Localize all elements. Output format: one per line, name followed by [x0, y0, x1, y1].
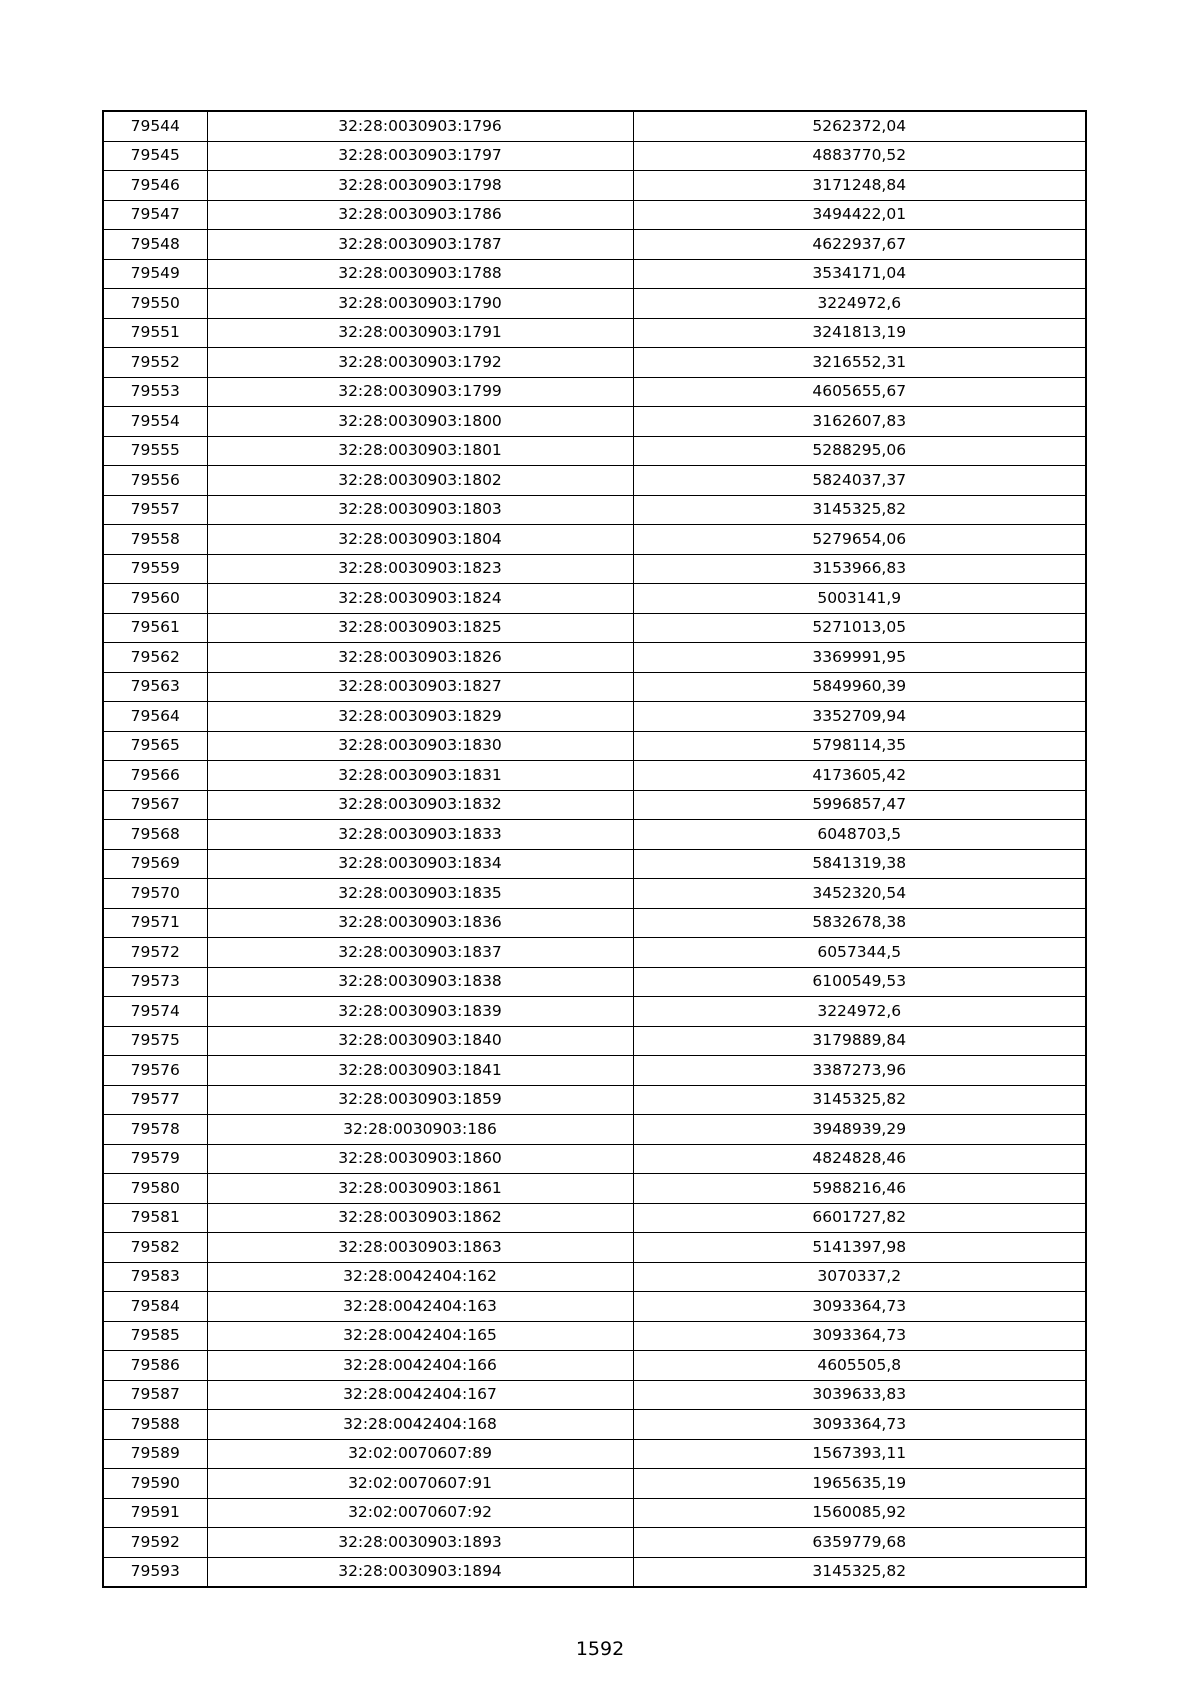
table-row	[103, 1292, 1086, 1322]
cadastral-number-cell: 32:28:0042404:168	[207, 1410, 633, 1440]
cadastral-value-cell: 3070337,2	[633, 1262, 1086, 1292]
cadastral-number-cell: 32:28:0030903:1791	[207, 318, 633, 348]
cadastral-number-cell: 32:28:0030903:1860	[207, 1144, 633, 1174]
cadastral-number-cell: 32:28:0030903:1836	[207, 908, 633, 938]
cadastral-number-cell: 32:28:0030903:1825	[207, 613, 633, 643]
row-number-cell: 79551	[103, 318, 207, 348]
cadastral-number-cell: 32:28:0030903:1827	[207, 672, 633, 702]
row-number-cell: 79560	[103, 584, 207, 614]
row-number-cell: 79584	[103, 1292, 207, 1322]
cadastral-number-cell: 32:28:0030903:1802	[207, 466, 633, 496]
cadastral-value-cell: 5288295,06	[633, 436, 1086, 466]
table-row	[103, 1233, 1086, 1263]
cadastral-value-cell: 3534171,04	[633, 259, 1086, 289]
cadastral-value-cell: 3162607,83	[633, 407, 1086, 437]
table-row	[103, 731, 1086, 761]
cadastral-number-cell: 32:28:0030903:1797	[207, 141, 633, 171]
row-number-cell: 79559	[103, 554, 207, 584]
cadastral-value-cell: 3153966,83	[633, 554, 1086, 584]
table-row	[103, 348, 1086, 378]
table-row	[103, 1528, 1086, 1558]
cadastral-value-cell: 4605655,67	[633, 377, 1086, 407]
table-row	[103, 1115, 1086, 1145]
row-number-cell: 79582	[103, 1233, 207, 1263]
row-number-cell: 79545	[103, 141, 207, 171]
row-number-cell: 79591	[103, 1498, 207, 1528]
cadastral-value-cell: 5996857,47	[633, 790, 1086, 820]
cadastral-value-cell: 6057344,5	[633, 938, 1086, 968]
cadastral-value-cell: 5832678,38	[633, 908, 1086, 938]
cadastral-value-cell: 5262372,04	[633, 111, 1086, 141]
row-number-cell: 79574	[103, 997, 207, 1027]
cadastral-value-cell: 6359779,68	[633, 1528, 1086, 1558]
row-number-cell: 79554	[103, 407, 207, 437]
table-row	[103, 997, 1086, 1027]
cadastral-value-cell: 3224972,6	[633, 997, 1086, 1027]
cadastral-number-cell: 32:28:0030903:1790	[207, 289, 633, 319]
table-row	[103, 289, 1086, 319]
cadastral-value-cell: 3241813,19	[633, 318, 1086, 348]
row-number-cell: 79575	[103, 1026, 207, 1056]
table-row	[103, 1026, 1086, 1056]
cadastral-value-cell: 3948939,29	[633, 1115, 1086, 1145]
page-number: 1592	[575, 1638, 625, 1660]
row-number-cell: 79587	[103, 1380, 207, 1410]
cadastral-number-cell: 32:28:0030903:1841	[207, 1056, 633, 1086]
row-number-cell: 79579	[103, 1144, 207, 1174]
table-row	[103, 1351, 1086, 1381]
cadastral-value-table	[102, 110, 1087, 1588]
cadastral-value-cell: 1560085,92	[633, 1498, 1086, 1528]
cadastral-value-cell: 5841319,38	[633, 849, 1086, 879]
cadastral-number-cell: 32:28:0030903:1788	[207, 259, 633, 289]
cadastral-number-cell: 32:28:0030903:1786	[207, 200, 633, 230]
row-number-cell: 79577	[103, 1085, 207, 1115]
row-number-cell: 79548	[103, 230, 207, 260]
cadastral-number-cell: 32:28:0042404:163	[207, 1292, 633, 1322]
cadastral-value-cell: 5988216,46	[633, 1174, 1086, 1204]
row-number-cell: 79544	[103, 111, 207, 141]
table-row	[103, 1085, 1086, 1115]
row-number-cell: 79570	[103, 879, 207, 909]
table-row	[103, 849, 1086, 879]
cadastral-value-cell: 6601727,82	[633, 1203, 1086, 1233]
cadastral-value-cell: 5271013,05	[633, 613, 1086, 643]
row-number-cell: 79588	[103, 1410, 207, 1440]
cadastral-value-cell: 3224972,6	[633, 289, 1086, 319]
cadastral-value-cell: 5279654,06	[633, 525, 1086, 555]
table-row	[103, 702, 1086, 732]
cadastral-value-cell: 3145325,82	[633, 1557, 1086, 1587]
row-number-cell: 79571	[103, 908, 207, 938]
table-row	[103, 967, 1086, 997]
cadastral-value-cell: 3145325,82	[633, 495, 1086, 525]
table-row	[103, 879, 1086, 909]
cadastral-value-cell: 3093364,73	[633, 1321, 1086, 1351]
table-row	[103, 820, 1086, 850]
table-row	[103, 318, 1086, 348]
cadastral-number-cell: 32:28:0030903:1800	[207, 407, 633, 437]
table-row	[103, 1557, 1086, 1587]
row-number-cell: 79580	[103, 1174, 207, 1204]
cadastral-value-cell: 4883770,52	[633, 141, 1086, 171]
cadastral-number-cell: 32:28:0030903:1804	[207, 525, 633, 555]
cadastral-number-cell: 32:28:0030903:1893	[207, 1528, 633, 1558]
table-row	[103, 230, 1086, 260]
table-row	[103, 111, 1086, 141]
table-row	[103, 1410, 1086, 1440]
cadastral-value-cell: 4824828,46	[633, 1144, 1086, 1174]
cadastral-number-cell: 32:28:0030903:1787	[207, 230, 633, 260]
table-row	[103, 1498, 1086, 1528]
cadastral-value-cell: 3216552,31	[633, 348, 1086, 378]
cadastral-value-cell: 3452320,54	[633, 879, 1086, 909]
row-number-cell: 79586	[103, 1351, 207, 1381]
cadastral-value-cell: 5849960,39	[633, 672, 1086, 702]
row-number-cell: 79572	[103, 938, 207, 968]
cadastral-number-cell: 32:28:0042404:167	[207, 1380, 633, 1410]
cadastral-number-cell: 32:28:0030903:1838	[207, 967, 633, 997]
table-row	[103, 1380, 1086, 1410]
cadastral-value-cell: 3179889,84	[633, 1026, 1086, 1056]
table-row	[103, 584, 1086, 614]
cadastral-value-cell: 3369991,95	[633, 643, 1086, 673]
cadastral-number-cell: 32:28:0030903:1861	[207, 1174, 633, 1204]
cadastral-number-cell: 32:28:0030903:1824	[207, 584, 633, 614]
cadastral-number-cell: 32:28:0030903:1829	[207, 702, 633, 732]
cadastral-number-cell: 32:28:0030903:1832	[207, 790, 633, 820]
row-number-cell: 79566	[103, 761, 207, 791]
cadastral-number-cell: 32:28:0030903:1894	[207, 1557, 633, 1587]
cadastral-number-cell: 32:28:0030903:1801	[207, 436, 633, 466]
table-row	[103, 495, 1086, 525]
table-row	[103, 1174, 1086, 1204]
cadastral-number-cell: 32:02:0070607:92	[207, 1498, 633, 1528]
cadastral-number-cell: 32:28:0042404:162	[207, 1262, 633, 1292]
cadastral-number-cell: 32:02:0070607:89	[207, 1439, 633, 1469]
table-row	[103, 1144, 1086, 1174]
cadastral-value-cell: 5141397,98	[633, 1233, 1086, 1263]
cadastral-number-cell: 32:28:0030903:1798	[207, 171, 633, 201]
table-row	[103, 525, 1086, 555]
row-number-cell: 79569	[103, 849, 207, 879]
table-row	[103, 938, 1086, 968]
table-row	[103, 407, 1086, 437]
row-number-cell: 79565	[103, 731, 207, 761]
cadastral-value-cell: 5003141,9	[633, 584, 1086, 614]
cadastral-number-cell: 32:28:0030903:1830	[207, 731, 633, 761]
table-row	[103, 554, 1086, 584]
table-row	[103, 1203, 1086, 1233]
row-number-cell: 79563	[103, 672, 207, 702]
table-row	[103, 1056, 1086, 1086]
table-row	[103, 1439, 1086, 1469]
cadastral-number-cell: 32:28:0030903:1796	[207, 111, 633, 141]
cadastral-number-cell: 32:28:0030903:1862	[207, 1203, 633, 1233]
row-number-cell: 79552	[103, 348, 207, 378]
cadastral-number-cell: 32:02:0070607:91	[207, 1469, 633, 1499]
cadastral-value-cell: 1567393,11	[633, 1439, 1086, 1469]
row-number-cell: 79556	[103, 466, 207, 496]
cadastral-number-cell: 32:28:0030903:1835	[207, 879, 633, 909]
cadastral-number-cell: 32:28:0030903:1823	[207, 554, 633, 584]
row-number-cell: 79546	[103, 171, 207, 201]
cadastral-number-cell: 32:28:0042404:166	[207, 1351, 633, 1381]
table-row	[103, 1321, 1086, 1351]
cadastral-value-cell: 3093364,73	[633, 1292, 1086, 1322]
cadastral-value-cell: 3093364,73	[633, 1410, 1086, 1440]
table-row	[103, 761, 1086, 791]
row-number-cell: 79576	[103, 1056, 207, 1086]
table-row	[103, 259, 1086, 289]
row-number-cell: 79568	[103, 820, 207, 850]
row-number-cell: 79549	[103, 259, 207, 289]
row-number-cell: 79553	[103, 377, 207, 407]
table-row	[103, 672, 1086, 702]
cadastral-value-cell: 6048703,5	[633, 820, 1086, 850]
row-number-cell: 79555	[103, 436, 207, 466]
row-number-cell: 79578	[103, 1115, 207, 1145]
cadastral-number-cell: 32:28:0030903:1839	[207, 997, 633, 1027]
row-number-cell: 79593	[103, 1557, 207, 1587]
cadastral-value-cell: 5824037,37	[633, 466, 1086, 496]
table-row	[103, 141, 1086, 171]
row-number-cell: 79583	[103, 1262, 207, 1292]
row-number-cell: 79564	[103, 702, 207, 732]
row-number-cell: 79585	[103, 1321, 207, 1351]
cadastral-value-cell: 4173605,42	[633, 761, 1086, 791]
row-number-cell: 79550	[103, 289, 207, 319]
cadastral-number-cell: 32:28:0030903:1837	[207, 938, 633, 968]
cadastral-value-cell: 6100549,53	[633, 967, 1086, 997]
row-number-cell: 79589	[103, 1439, 207, 1469]
row-number-cell: 79590	[103, 1469, 207, 1499]
row-number-cell: 79557	[103, 495, 207, 525]
row-number-cell: 79592	[103, 1528, 207, 1558]
row-number-cell: 79558	[103, 525, 207, 555]
cadastral-number-cell: 32:28:0030903:1834	[207, 849, 633, 879]
cadastral-value-cell: 3494422,01	[633, 200, 1086, 230]
table-row	[103, 908, 1086, 938]
table-row	[103, 1469, 1086, 1499]
cadastral-value-cell: 3387273,96	[633, 1056, 1086, 1086]
row-number-cell: 79562	[103, 643, 207, 673]
table-row	[103, 466, 1086, 496]
cadastral-number-cell: 32:28:0030903:1863	[207, 1233, 633, 1263]
table-row	[103, 1262, 1086, 1292]
cadastral-number-cell: 32:28:0030903:1792	[207, 348, 633, 378]
cadastral-number-cell: 32:28:0030903:1859	[207, 1085, 633, 1115]
cadastral-value-cell: 4622937,67	[633, 230, 1086, 260]
table-row	[103, 790, 1086, 820]
cadastral-value-cell: 1965635,19	[633, 1469, 1086, 1499]
cadastral-number-cell: 32:28:0030903:186	[207, 1115, 633, 1145]
cadastral-number-cell: 32:28:0030903:1840	[207, 1026, 633, 1056]
cadastral-number-cell: 32:28:0030903:1831	[207, 761, 633, 791]
table-body	[103, 111, 1086, 1587]
table-row	[103, 613, 1086, 643]
table-row	[103, 643, 1086, 673]
cadastral-value-cell: 3039633,83	[633, 1380, 1086, 1410]
row-number-cell: 79561	[103, 613, 207, 643]
table-row	[103, 377, 1086, 407]
cadastral-value-cell: 3171248,84	[633, 171, 1086, 201]
cadastral-value-cell: 3352709,94	[633, 702, 1086, 732]
table-row	[103, 200, 1086, 230]
table-row	[103, 436, 1086, 466]
cadastral-number-cell: 32:28:0030903:1799	[207, 377, 633, 407]
cadastral-number-cell: 32:28:0030903:1833	[207, 820, 633, 850]
cadastral-value-cell: 4605505,8	[633, 1351, 1086, 1381]
cadastral-number-cell: 32:28:0042404:165	[207, 1321, 633, 1351]
cadastral-number-cell: 32:28:0030903:1826	[207, 643, 633, 673]
row-number-cell: 79573	[103, 967, 207, 997]
cadastral-value-cell: 5798114,35	[633, 731, 1086, 761]
table-row	[103, 171, 1086, 201]
row-number-cell: 79567	[103, 790, 207, 820]
cadastral-number-cell: 32:28:0030903:1803	[207, 495, 633, 525]
row-number-cell: 79581	[103, 1203, 207, 1233]
row-number-cell: 79547	[103, 200, 207, 230]
cadastral-value-cell: 3145325,82	[633, 1085, 1086, 1115]
